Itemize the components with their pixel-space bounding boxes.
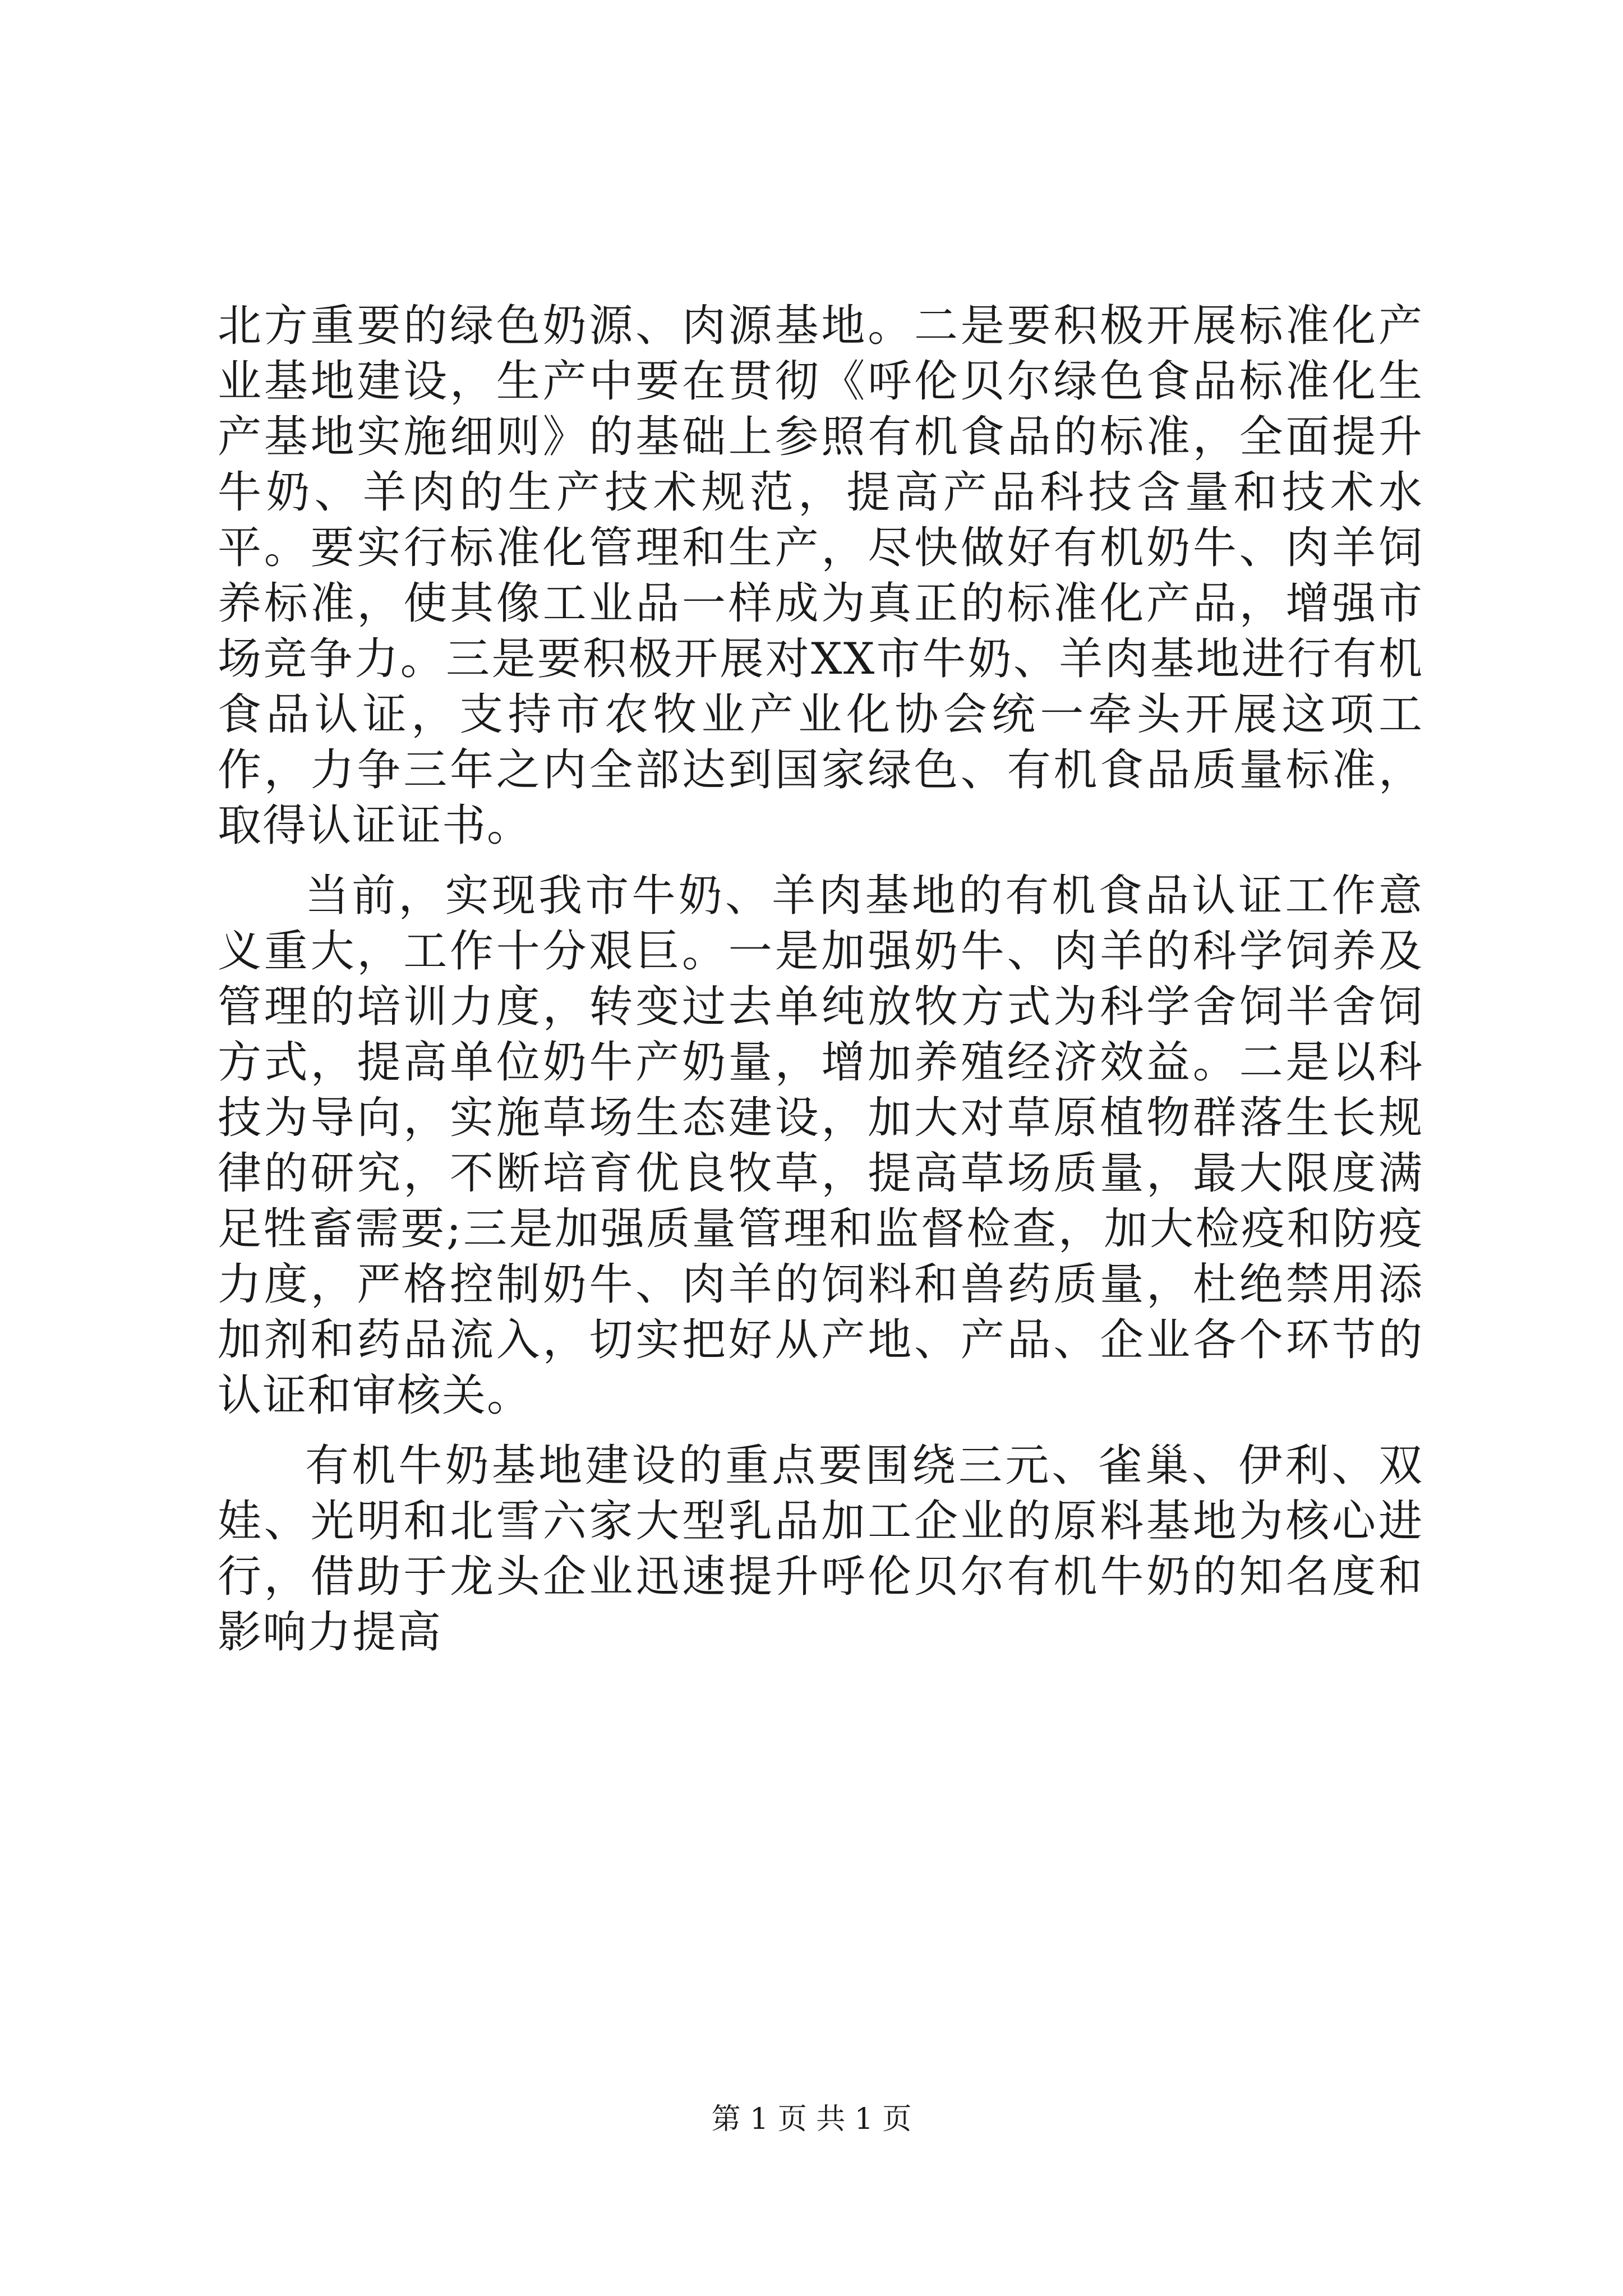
paragraph-organic-milk-base: 有机牛奶基地建设的重点要围绕三元、雀巢、伊利、双娃、光明和北雪六家大型乳品加工企业的原料基地为核心进行，借助于龙头企业迅速提升呼伦贝尔有机牛奶的知名度和影响力提高 [218, 1441, 1423, 1658]
page-footer: 第 1 页 共 1 页 [711, 2102, 912, 2136]
paragraph-current-work: 当前，实现我市牛奶、羊肉基地的有机食品认证工作意义重大，工作十分艰巨。一是加强奶牛、肉羊的科学饲养及管理的培训力度，转变过去单纯放牧方式为科学舍饲半舍饲方式，提高单位奶牛产奶量，增加养殖经济效益。二是以科技为导向，实施草场生态建设，加大对草原植物群落生长规律的研究，不断培育优良牧草，提高草场质量，最大限度满足牲畜需要;三是加强质量管理和监督检查，加大检疫和防疫力度，严格控制奶牛、肉羊的饲料和兽药质量，杜绝禁用添加剂和药品流入，切实把好从产地、产品、企业各个环节的认证和审核关。 [218, 871, 1423, 1421]
document-body [218, 298, 1423, 1660]
paragraph-continuation: 北方重要的绿色奶源、肉源基地。二是要积极开展标准化产业基地建设，生产中要在贯彻《呼伦贝尔绿色食品标准化生产基地实施细则》的基础上参照有机食品的标准，全面提升牛奶、羊肉的生产技术规范，提高产品科技含量和技术水平。要实行标准化管理和生产，尽快做好有机奶牛、肉羊饲养标准，使其像工业品一样成为真正的标准化产品，增强市场竞争力。三是要积极开展对XX市牛奶、羊肉基地进行有机食品认证，支持市农牧业产业化协会统一牵头开展这项工作，力争三年之内全部达到国家绿色、有机食品质量标准，取得认证证书。 [218, 301, 1423, 851]
